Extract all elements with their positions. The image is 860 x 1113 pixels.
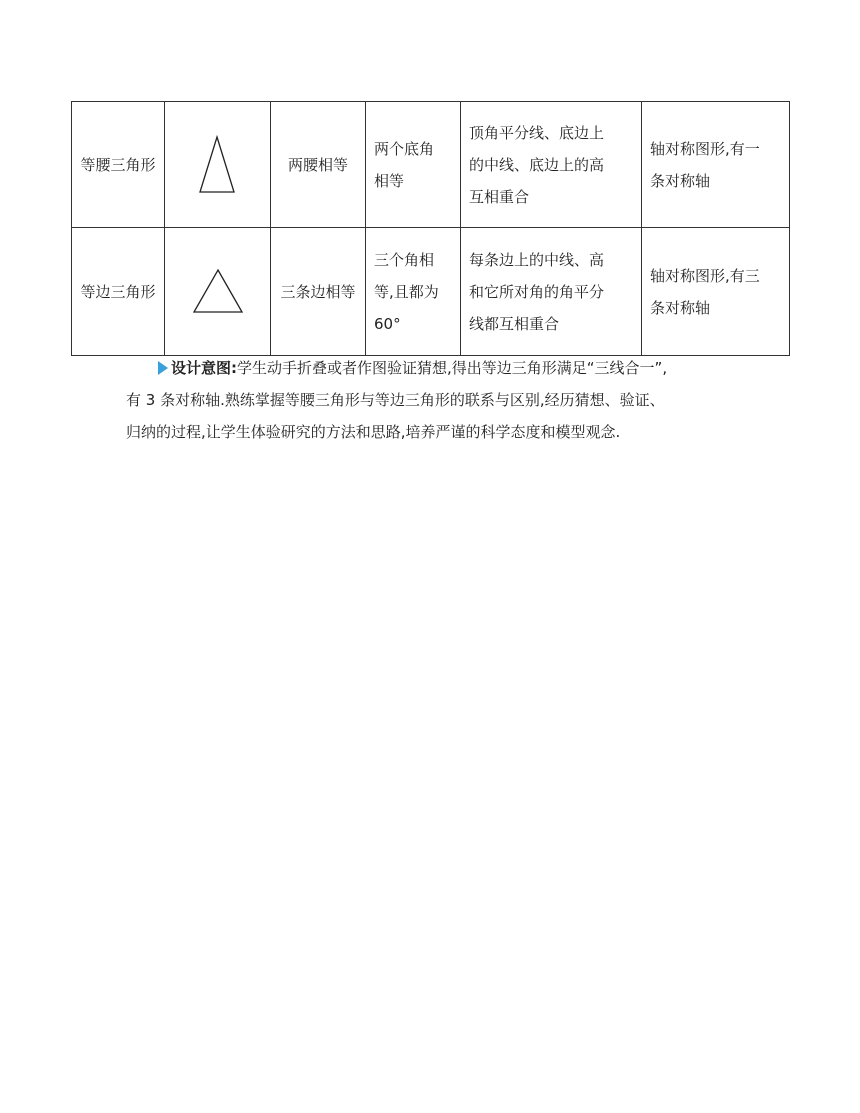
lines-line: 的中线、底边上的高 (469, 155, 605, 174)
lines-property (461, 228, 642, 356)
symmetry-line: 轴对称图形,有三 (650, 266, 760, 285)
lines-line: 顶角平分线、底边上 (469, 123, 605, 142)
lines-property (461, 102, 642, 228)
angle-line: 两个底角 (374, 139, 435, 158)
symmetry-property (642, 228, 790, 356)
note-line: 有 3 条对称轴.熟练掌握等腰三角形与等边三角形的联系与区别,经历猜想、验证、 (126, 391, 665, 409)
triangle-marker-icon (158, 361, 168, 375)
side-property: 三条边相等 (271, 228, 366, 356)
note-line (126, 352, 736, 384)
lines-line: 互相重合 (469, 187, 530, 206)
symmetry-line: 条对称轴 (650, 171, 711, 190)
note-text: 学生动手折叠或者作图验证猜想,得出等边三角形满足“三线合一”, (237, 359, 668, 377)
lines-line: 和它所对角的角平分 (469, 282, 605, 301)
table-row (72, 102, 790, 228)
note-line: 归纳的过程,让学生体验研究的方法和思路,培养严谨的科学态度和模型观念. (126, 423, 621, 441)
table-row (72, 228, 790, 356)
note-label: 设计意图: (171, 359, 237, 377)
design-intent-note (126, 352, 736, 448)
symmetry-property (642, 102, 790, 228)
isosceles-triangle-icon (198, 135, 238, 195)
isosceles-triangle-figure (165, 102, 271, 228)
equilateral-triangle-icon (191, 268, 245, 316)
lines-line: 每条边上的中线、高 (469, 250, 605, 269)
angle-line: 60° (374, 314, 401, 333)
shape-name: 等边三角形 (72, 228, 165, 356)
comparison-table (71, 101, 790, 356)
side-property: 两腰相等 (271, 102, 366, 228)
angle-line: 相等 (374, 171, 405, 190)
equilateral-triangle-figure (165, 228, 271, 356)
angle-property (366, 228, 461, 356)
symmetry-line: 轴对称图形,有一 (650, 139, 760, 158)
angle-property (366, 102, 461, 228)
lines-line: 线都互相重合 (469, 314, 560, 333)
angle-line: 等,且都为 (374, 282, 439, 301)
symmetry-line: 条对称轴 (650, 298, 711, 317)
shape-name: 等腰三角形 (72, 102, 165, 228)
angle-line: 三个角相 (374, 250, 435, 269)
